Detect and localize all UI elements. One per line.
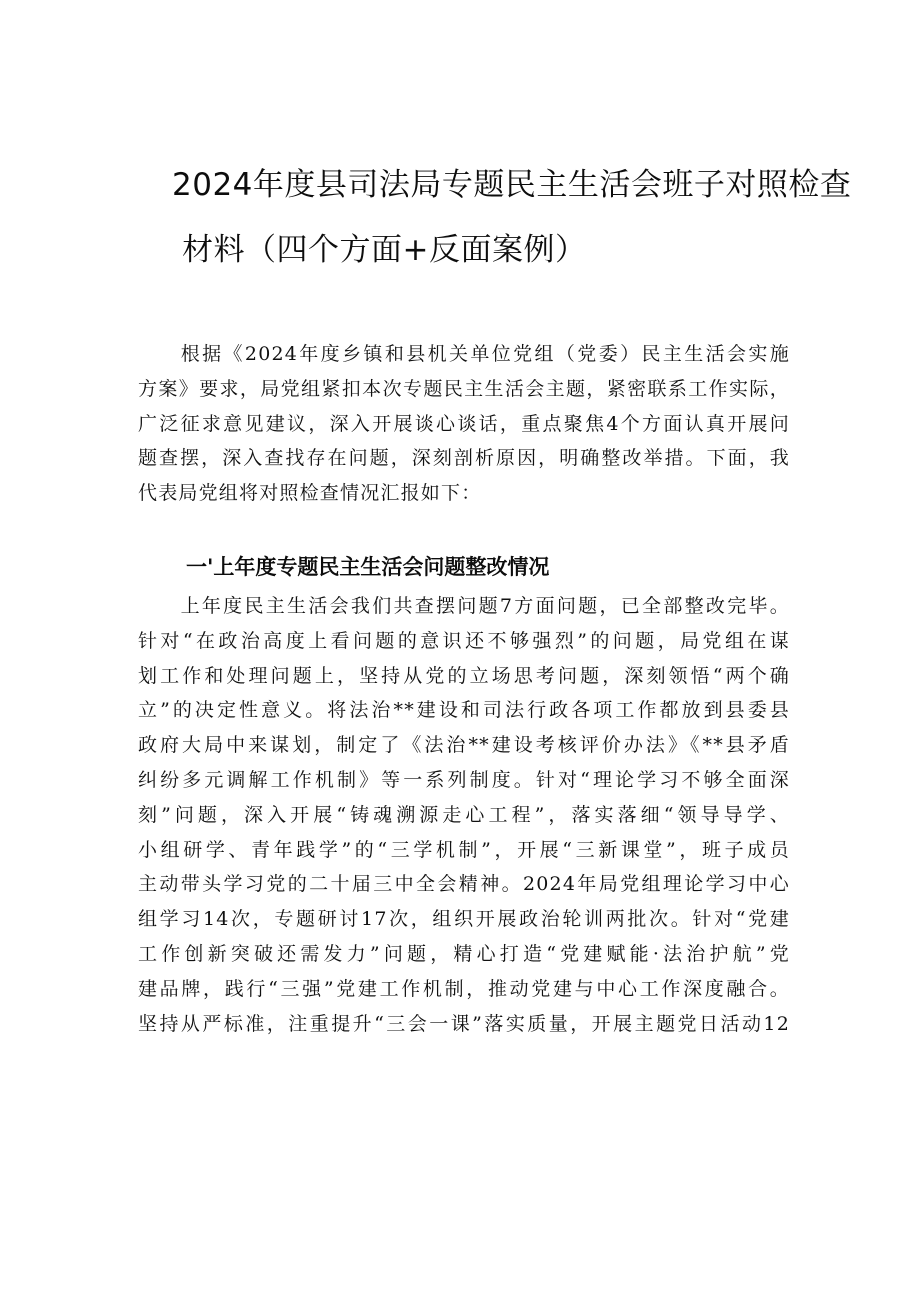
intro-line-1: 根据《2024年度乡镇和县机关单位党组（党委）民主生活会实施 (138, 343, 790, 365)
rectification-line-11: 工作创新突破还需发力”问题，精心打造“党建赋能·法治护航”党 (138, 942, 790, 965)
document-title-line-2: 材料（四个方面+反面案例） (182, 232, 587, 268)
intro-paragraph (138, 337, 790, 511)
rectification-line-2: 针对“在政治高度上看问题的意识还不够强烈”的问题，局党组在谋 (138, 629, 790, 652)
rectification-line-12: 建品牌，践行“三强”党建工作机制，推动党建与中心工作深度融合。 (138, 977, 790, 1000)
intro-line-3: 广泛征求意见建议，深入开展谈心谈话，重点聚焦4个方面认真开展问 (138, 412, 790, 435)
intro-line-4: 题查摆，深入查找存在问题，深刻剖析原因，明确整改举措。下面，我 (138, 447, 790, 470)
rectification-paragraph (138, 589, 790, 1041)
rectification-line-9: 主动带头学习党的二十届三中全会精神。2024年局党组理论学习中心 (138, 873, 790, 896)
rectification-line-10: 组学习14次，专题研讨17次，组织开展政治轮训两批次。针对“党建 (138, 908, 790, 931)
rectification-line-13: 坚持从严标准，注重提升“三会一课”落实质量，开展主题党日活动12 (138, 1012, 790, 1035)
intro-line-2: 方案》要求，局党组紧扣本次专题民主生活会主题，紧密联系工作实际， (138, 377, 790, 400)
rectification-line-4: 立”的决定性意义。将法治**建设和司法行政各项工作都放到县委县 (138, 699, 790, 722)
rectification-line-6: 纠纷多元调解工作机制》等一系列制度。针对“理论学习不够全面深 (138, 768, 790, 791)
section-1-heading: 一'上年度专题民主生活会问题整改情况 (186, 555, 550, 579)
rectification-line-8: 小组研学、青年践学”的“三学机制”，开展“三新课堂”，班子成员 (138, 838, 790, 861)
document-title-line-1: 2024年度县司法局专题民主生活会班子对照检查 (172, 167, 852, 203)
rectification-line-7: 刻”问题，深入开展“铸魂溯源走心工程”，落实落细“领导导学、 (138, 803, 790, 826)
rectification-line-3: 划工作和处理问题上，坚持从党的立场思考问题，深刻领悟“两个确 (138, 664, 790, 687)
rectification-line-5: 政府大局中来谋划，制定了《法治**建设考核评价办法》《**县矛盾 (138, 734, 790, 757)
intro-line-5: 代表局党组将对照检查情况汇报如下： (138, 482, 482, 505)
rectification-line-1: 上年度民主生活会我们共查摆问题7方面问题，已全部整改完毕。 (138, 595, 790, 617)
